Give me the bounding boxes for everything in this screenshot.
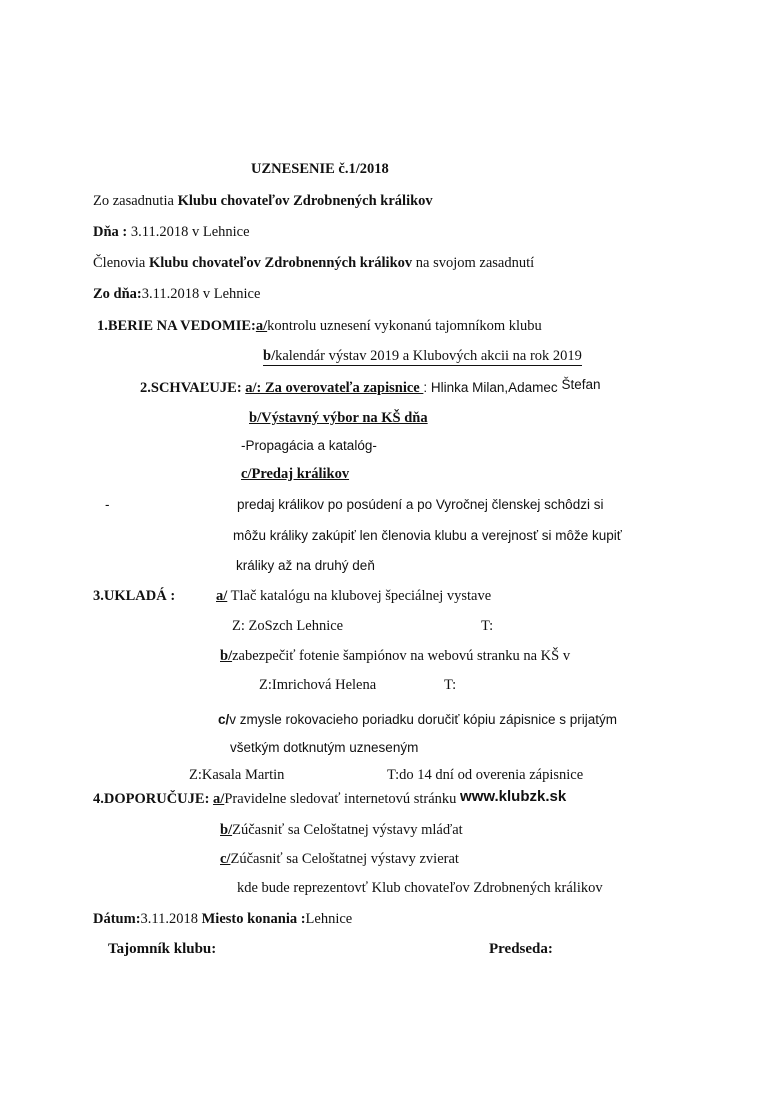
members-line: Členovia Klubu chovateľov Zdrobnenných králikov na svojom zasadnutí (93, 255, 535, 271)
section-4-heading: 4.DOPORUČUJE: (93, 791, 210, 807)
section-2: 2.SCHVAĽUJE: a/: Za overovateľa zapisnice : Hlinka Milan,Adamec Štefan (140, 377, 601, 396)
list-dash: - (105, 497, 110, 512)
section-1-item-b: b/kalendár výstav 2019 a Klubových akcii na rok 2019 (263, 348, 582, 364)
section-4: 4.DOPORUČUJE: a/Pravidelne sledovať internetovú stránku www.klubzk.sk (93, 788, 567, 807)
section-4-item-c-text: kde bude reprezentovť Klub chovateľov Zdrobnených králikov (237, 880, 603, 896)
document-title: UZNESENIE č.1/2018 (251, 161, 389, 177)
section-2-heading: 2.SCHVAĽUJE: (140, 380, 246, 396)
footer-date-place: Dátum:3.11.2018 Miesto konania :Lehnice (93, 911, 353, 927)
section-3-item-a-term: T: (481, 618, 494, 634)
section-2-item-c: c/Predaj králikov (241, 466, 350, 482)
section-3-heading: 3.UKLADÁ : (93, 588, 176, 604)
section-3-item-c-responsible: Z:Kasala Martin (189, 767, 285, 783)
section-2-item-c-text: môžu králiky zakúpiť len členovia klubu a verejnosť si môže kupiť (233, 528, 622, 543)
club-name: Klubu chovateľov Zdrobnených králikov (177, 193, 433, 209)
from-date: Zo dňa:3.11.2018 v Lehnice (93, 286, 261, 302)
intro-line: Zo zasadnutia Klubu chovateľov Zdrobnených králikov (93, 193, 433, 209)
section-3-item-c: c/v zmysle rokovacieho poriadku doručiť kópiu zápisnice s prijatým (218, 712, 617, 727)
section-1: 1.BERIE NA VEDOMIE:a/kontrolu uznesení vykonanú tajomníkom klubu (97, 318, 542, 334)
website-link[interactable]: www.klubzk.sk (460, 788, 567, 805)
section-3-item-b-term: T: (444, 677, 457, 693)
section-3-item-a-responsible: Z: ZoSzch Lehnice (232, 618, 344, 634)
section-3-item-a: a/ Tlač katalógu na klubovej špeciálnej vystave (216, 588, 492, 604)
section-4-item-c: c/Zúčasniť sa Celoštatnej výstavy zvierat (220, 851, 459, 867)
chairman-signature-label: Predseda: (489, 941, 553, 957)
section-3-item-c-text: všetkým dotknutým uzneseným (230, 740, 419, 755)
secretary-signature-label: Tajomník klubu: (108, 941, 217, 957)
section-2-item-b: b/Výstavný výbor na KŠ dňa (249, 410, 428, 426)
section-2-item-c-text: predaj králikov po posúdení a po Vyročnej členskej schôdzi si (237, 497, 604, 512)
section-3-item-c-term: T:do 14 dní od overenia zápisnice (387, 767, 584, 783)
section-2-item-b-sub: -Propagácia a katalóg- (241, 438, 377, 453)
section-1-heading: 1.BERIE NA VEDOMIE: (97, 318, 256, 334)
section-3-item-b-responsible: Z:Imrichová Helena (259, 677, 377, 693)
section-3-item-b: b/zabezpečiť fotenie šampiónov na webovú stranku na KŠ v (220, 648, 571, 664)
section-4-item-b: b/Zúčasniť sa Celoštatnej výstavy mláďat (220, 822, 463, 838)
section-2-item-c-text: králiky až na druhý deň (236, 558, 375, 573)
meeting-date: Dňa : 3.11.2018 v Lehnice (93, 224, 250, 240)
